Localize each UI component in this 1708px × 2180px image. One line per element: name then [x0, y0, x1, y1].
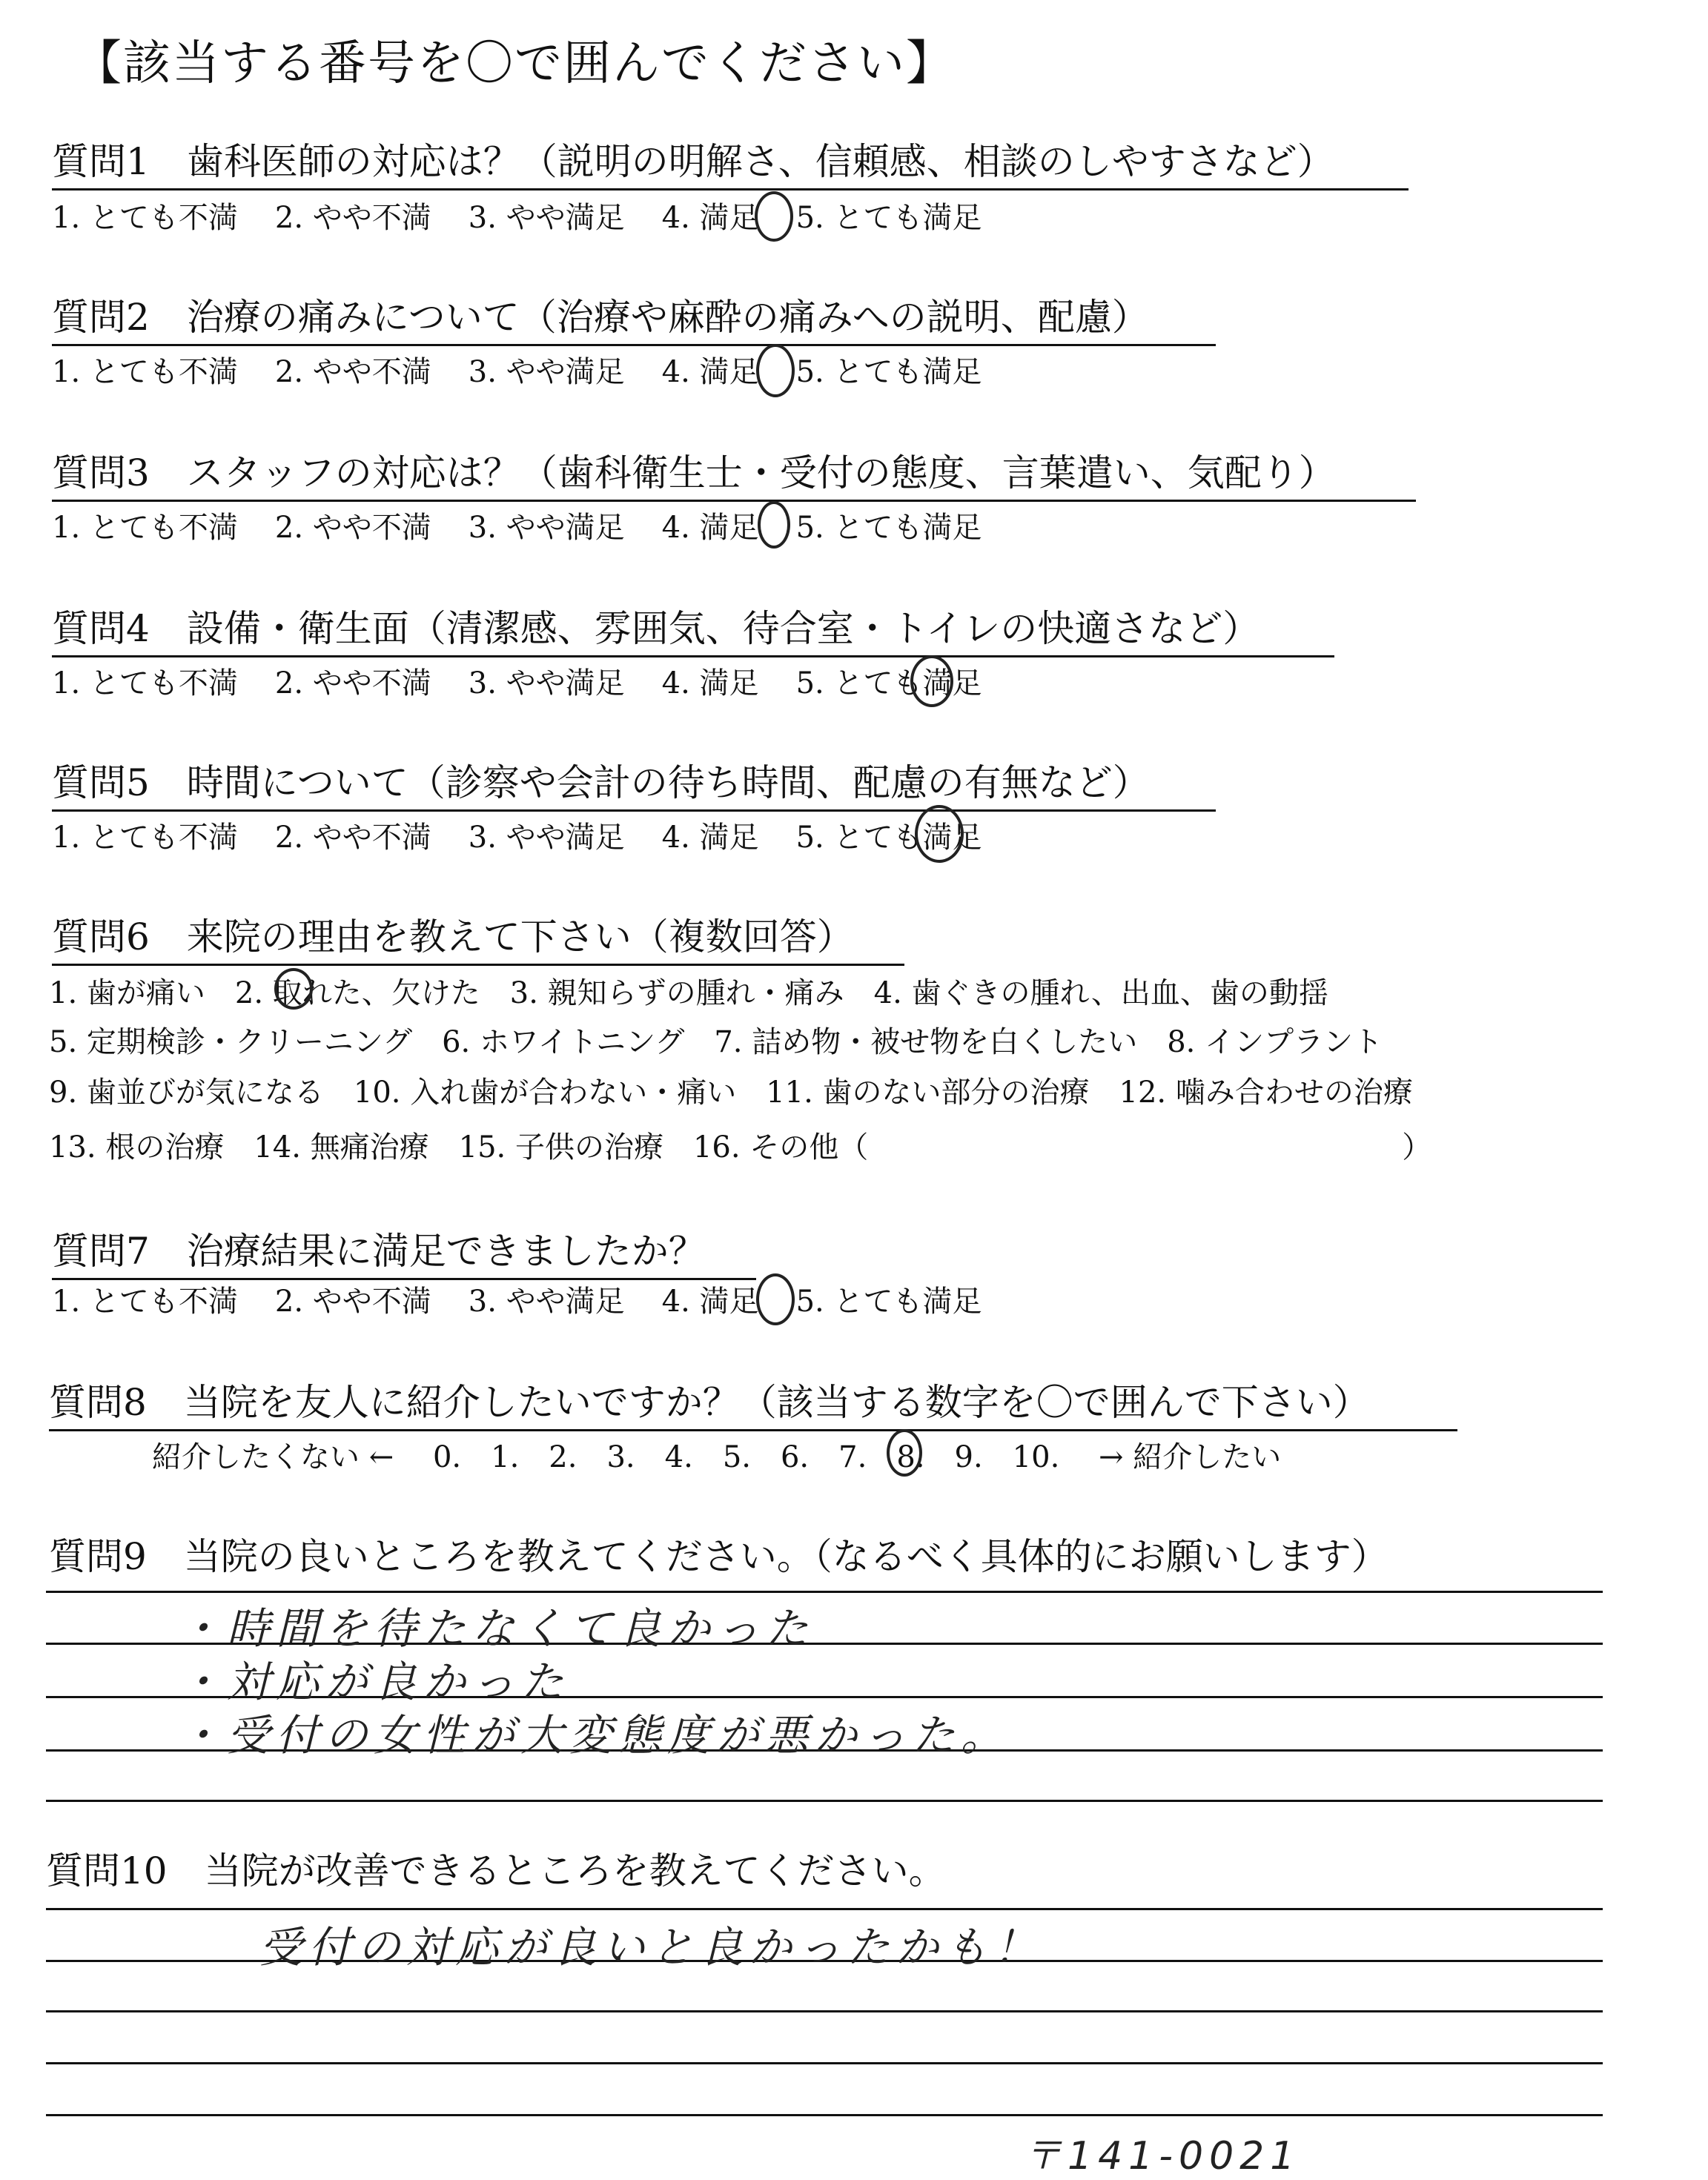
q8-scale — [152, 1434, 1311, 1476]
postal-code: 〒141-0021 — [1023, 2134, 1301, 2179]
scale-num: 8. — [896, 1440, 925, 1474]
option: 2. やや不満 — [274, 511, 431, 545]
scale-num: 0. — [432, 1440, 462, 1474]
scale-num: 5. — [722, 1440, 751, 1474]
question-4-options — [52, 660, 1019, 702]
option: 4. 満足 — [661, 201, 759, 235]
question-5-heading: 質問5 時間について（診察や会計の待ち時間、配慮の有無など） — [52, 753, 1216, 812]
option: 3. やや満足 — [468, 666, 625, 700]
writing-line — [46, 2010, 1603, 2012]
answer-circle — [756, 1273, 795, 1325]
writing-line — [46, 2062, 1603, 2064]
option: 4. 満足 — [661, 821, 759, 855]
question-3-options — [52, 504, 1019, 546]
option: 5. とても満足 — [795, 355, 982, 389]
q6-line-4: 13. 根の治療 14. 無痛治療 15. 子供の治療 16. その他（ ） — [49, 1130, 1432, 1164]
scale-num: 10. — [1012, 1440, 1060, 1474]
option: 4. 満足 — [661, 1285, 759, 1319]
option: 1. とても不満 — [52, 1285, 238, 1319]
scale-left-label: 紹介したくない ← — [152, 1440, 394, 1474]
option: 4. 満足 — [661, 355, 759, 389]
scale-num: 4. — [664, 1440, 693, 1474]
option: 3. やや満足 — [468, 1285, 625, 1319]
scale-num: 9. — [954, 1440, 983, 1474]
question-7-heading: 質問7 治療結果に満足できましたか？ — [52, 1222, 756, 1280]
option: 1. とても不満 — [52, 355, 238, 389]
answer-circle — [887, 1429, 925, 1477]
answer-circle — [758, 501, 790, 549]
option: 5. とても満足 — [795, 821, 982, 855]
answer-circle — [915, 805, 964, 863]
option: 2. やや不満 — [274, 1285, 431, 1319]
q6-line-1: 1. 歯が痛い 2. 取れた、欠けた 3. 親知らずの腫れ・痛み 4. 歯ぐきの腫れ、出血、歯の動揺 — [49, 976, 1328, 1010]
page-title: 【該当する番号を〇で囲んでください】 — [74, 36, 955, 91]
question-3-heading: 質問3 スタッフの対応は？（歯科衛生士・受付の態度、言葉遣い、気配り） — [52, 443, 1416, 502]
q6-line-2: 5. 定期検診・クリーニング 6. ホワイトニング 7. 詰め物・被せ物を白くしたい 8. インプラント — [49, 1025, 1383, 1059]
q9-answer-line-2: ・対応が良かった — [178, 1657, 570, 1707]
option: 3. やや満足 — [468, 355, 625, 389]
scale-num: 1. — [491, 1440, 520, 1474]
option: 2. やや不満 — [274, 201, 431, 235]
question-1-heading: 質問1 歯科医師の対応は？（説明の明解さ、信頼感、相談のしやすさなど） — [52, 132, 1409, 190]
answer-circle — [755, 191, 793, 242]
option: 3. やや満足 — [468, 821, 625, 855]
scale-num: 3. — [606, 1440, 635, 1474]
option: 3. やや満足 — [468, 201, 625, 235]
question-9-heading: 質問9 当院の良いところを教えてください。（なるべく具体的にお願いします） — [49, 1535, 1388, 1578]
option: 3. やや満足 — [468, 511, 625, 545]
writing-line — [46, 1800, 1603, 1802]
option: 1. とても不満 — [52, 511, 238, 545]
question-8-heading: 質問8 当院を友人に紹介したいですか？（該当する数字を〇で囲んで下さい） — [49, 1373, 1457, 1431]
scale-num: 7. — [838, 1440, 867, 1474]
question-1-options — [52, 194, 1019, 236]
writing-line — [46, 1908, 1603, 1910]
q9-answer-line-3: ・受付の女性が大変態度が悪かった。 — [178, 1710, 1010, 1760]
q10-answer: 受付の対応が良いと良かったかも！ — [259, 1922, 1043, 1972]
option: 1. とても不満 — [52, 821, 238, 855]
option: 5. とても満足 — [795, 666, 982, 700]
scale-right-label: → 紹介したい — [1099, 1440, 1282, 1474]
answer-circle — [910, 655, 953, 707]
question-7-options — [52, 1278, 1019, 1320]
scale-num: 2. — [549, 1440, 577, 1474]
option: 5. とても満足 — [795, 511, 982, 545]
writing-line — [46, 2114, 1603, 2116]
option: 2. やや不満 — [274, 821, 431, 855]
option: 2. やや不満 — [274, 666, 431, 700]
option: 1. とても不満 — [52, 201, 238, 235]
option: 5. とても満足 — [795, 1285, 982, 1319]
option: 4. 満足 — [661, 666, 759, 700]
q6-line-3: 9. 歯並びが気になる 10. 入れ歯が合わない・痛い 11. 歯のない部分の治療 12. 噛み合わせの治療 — [49, 1076, 1413, 1110]
question-5-options — [52, 814, 1019, 856]
option: 1. とても不満 — [52, 666, 238, 700]
question-6-heading: 質問6 来院の理由を教えて下さい（複数回答） — [52, 907, 904, 966]
option: 4. 満足 — [661, 511, 759, 545]
question-2-options — [52, 348, 1019, 391]
question-2-heading: 質問2 治療の痛みについて（治療や麻酔の痛みへの説明、配慮） — [52, 288, 1216, 346]
answer-circle — [274, 968, 313, 1010]
option: 5. とても満足 — [795, 201, 982, 235]
answer-circle — [756, 344, 795, 397]
writing-line — [46, 1591, 1603, 1593]
option: 2. やや不満 — [274, 355, 431, 389]
q9-answer-line-1: ・時間を待たなくて良かった — [178, 1603, 815, 1654]
scale-num: 6. — [780, 1440, 810, 1474]
question-10-heading: 質問10 当院が改善できるところを教えてください。 — [46, 1849, 946, 1892]
question-4-heading: 質問4 設備・衛生面（清潔感、雰囲気、待合室・トイレの快適さなど） — [52, 599, 1334, 657]
